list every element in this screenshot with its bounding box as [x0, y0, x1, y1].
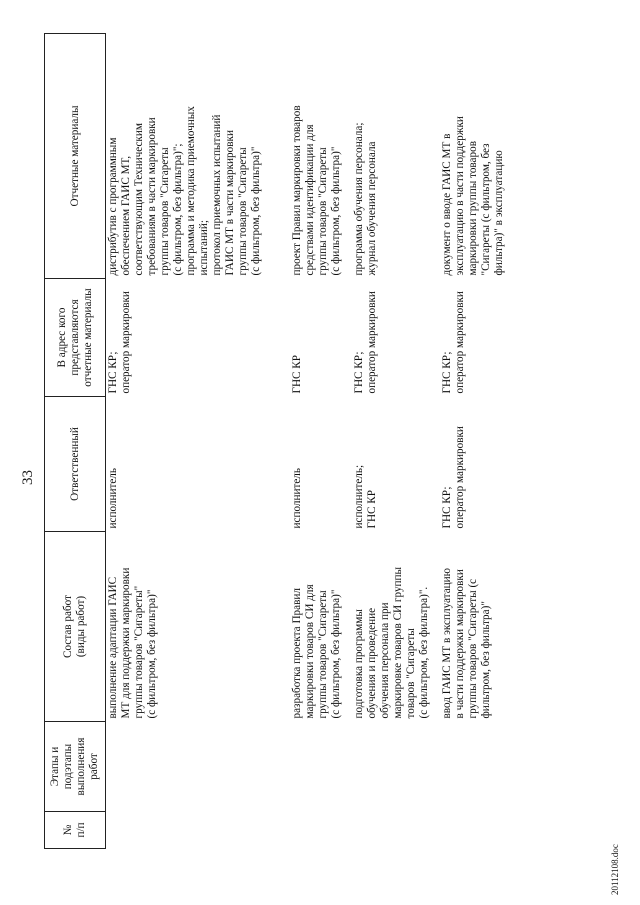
cell-line: фильтра)" в эксплуатацию: [493, 150, 505, 276]
cell-stage: [290, 722, 343, 812]
cell-recipient: [440, 279, 506, 397]
cell-line: журнал обучения персонала: [366, 141, 378, 276]
cell-line: (с фильтром, без фильтра)": [146, 589, 158, 719]
cell-line: оператор маркировки: [454, 426, 466, 529]
table-row: [352, 34, 431, 849]
cell-line: в части поддержки маркировки: [454, 569, 466, 719]
cell-reports: [440, 34, 506, 279]
cell-reports: [106, 34, 264, 279]
table-body: [106, 34, 507, 849]
header-line: выполнения работ: [75, 737, 100, 796]
table-row: [290, 34, 343, 849]
cell-line: (с фильтром, без фильтра)";: [172, 143, 184, 276]
header-responsible: [45, 397, 106, 532]
cell-line: проект Правил маркировки товаров: [291, 105, 303, 276]
cell-num: [352, 812, 431, 849]
cell-line: маркировки группы товаров: [467, 141, 479, 276]
header-line: п/п: [75, 822, 87, 838]
cell-line: оператор маркировки: [120, 291, 132, 394]
cell-line: программа и методика приемочных: [185, 106, 197, 276]
cell-num: [106, 812, 264, 849]
cell-line: маркировки товаров СИ для: [304, 584, 316, 719]
cell-line: ввод ГАИС МТ в эксплуатацию: [441, 567, 453, 719]
cell-recipient: [106, 279, 264, 397]
header-line: Состав работ: [62, 595, 74, 658]
cell-line: группы товаров "Сигареты: [317, 590, 329, 719]
cell-num: [290, 812, 343, 849]
cell-works: [352, 532, 431, 722]
cell-stage: [106, 722, 264, 812]
cell-responsible: [352, 397, 431, 532]
header-line: отчетные материалы: [81, 288, 94, 387]
cell-line: соответствующим Техническим: [133, 123, 145, 276]
header-line: №: [62, 824, 74, 836]
cell-line: исполнитель: [107, 468, 119, 529]
cell-responsible: [290, 397, 343, 532]
table-row: [440, 34, 506, 849]
cell-works: [106, 532, 264, 722]
page-number: 33: [20, 470, 36, 485]
cell-line: ГАИС МТ в части маркировки: [224, 130, 236, 276]
footer-file-name: 20112108.doc: [610, 844, 620, 895]
cell-line: (с фильтром, без фильтра)": [330, 589, 342, 719]
cell-line: (с фильтром, без фильтра)": [250, 146, 262, 276]
cell-line: группы товаров "Сигареты": [133, 585, 145, 719]
cell-line: группы товаров "Сигареты: [317, 147, 329, 276]
cell-reports: [352, 34, 431, 279]
header-line: В адрес кого: [55, 307, 68, 368]
cell-line: маркировке товаров СИ группы: [392, 566, 404, 719]
cell-line: испытаний;: [198, 219, 210, 276]
header-line: представляются: [68, 299, 81, 376]
cell-line: группы товаров "Сигареты: [159, 147, 171, 276]
header-line: Отчетные материалы: [68, 105, 81, 207]
header-line: Этапы и подэтапы: [49, 743, 74, 790]
cell-line: исполнитель: [291, 468, 303, 529]
cell-line: оператор маркировки: [366, 291, 378, 394]
cell-line: ГНС КР;: [353, 351, 365, 394]
table-header-row: [45, 34, 106, 849]
cell-line: ГНС КР;: [107, 351, 119, 394]
cell-line: обеспечением ГАИС МТ,: [120, 155, 132, 276]
cell-line: дистрибутив с программным: [107, 137, 119, 276]
cell-works: [440, 532, 506, 722]
table-row: [106, 34, 264, 849]
cell-reports: [290, 34, 343, 279]
header-line: Ответственный: [68, 427, 81, 501]
header-line: (виды работ): [75, 595, 87, 658]
cell-line: оператор маркировки: [454, 291, 466, 394]
cell-line: подготовка программы: [353, 609, 365, 719]
cell-stage: [352, 722, 431, 812]
cell-responsible: [440, 397, 506, 532]
header-reports: [45, 34, 106, 279]
cell-line: исполнитель;: [353, 464, 365, 529]
cell-works: [290, 532, 343, 722]
cell-line: средствами идентификации для: [304, 124, 316, 276]
cell-line: эксплуатацию в части поддержки: [454, 116, 466, 276]
cell-line: группы товаров "Сигареты: [237, 147, 249, 276]
header-stage: [45, 722, 106, 812]
cell-num: [440, 812, 506, 849]
header-num: [45, 812, 106, 849]
cell-line: обучения персонала при: [379, 602, 391, 719]
cell-line: "Сигареты (с фильтром, без: [480, 143, 492, 276]
cell-line: товаров "Сигареты: [405, 628, 417, 719]
cell-recipient: [352, 279, 431, 397]
cell-line: (с фильтром, без фильтра)": [330, 146, 342, 276]
cell-line: группы товаров "Сигареты (с: [467, 578, 479, 719]
cell-line: ГНС КР: [291, 355, 303, 394]
cell-line: требованиям в части маркировки: [146, 117, 158, 276]
cell-line: протокол приемочных испытаний: [211, 114, 223, 276]
cell-responsible: [106, 397, 264, 532]
cell-recipient: [290, 279, 343, 397]
header-works: [45, 532, 106, 722]
cell-line: фильтром, без фильтра)": [480, 601, 492, 719]
cell-line: ГНС КР: [366, 490, 378, 529]
cell-line: разработка проекта Правил: [291, 588, 303, 719]
cell-line: обучения и проведение: [366, 607, 378, 719]
cell-line: (с фильтром, без фильтра)".: [418, 586, 430, 719]
header-recipient: [45, 279, 106, 397]
cell-line: выполнение адаптации ГАИС: [107, 576, 119, 719]
cell-line: документ о вводе ГАИС МТ в: [441, 133, 453, 276]
cell-line: программа обучения персонала;: [353, 122, 365, 276]
cell-line: ГНС КР;: [441, 351, 453, 394]
cell-line: МТ для поддержки маркировки: [120, 567, 132, 719]
cell-stage: [440, 722, 506, 812]
work-stages-table: [44, 33, 506, 849]
cell-line: ГНС КР;: [441, 486, 453, 529]
